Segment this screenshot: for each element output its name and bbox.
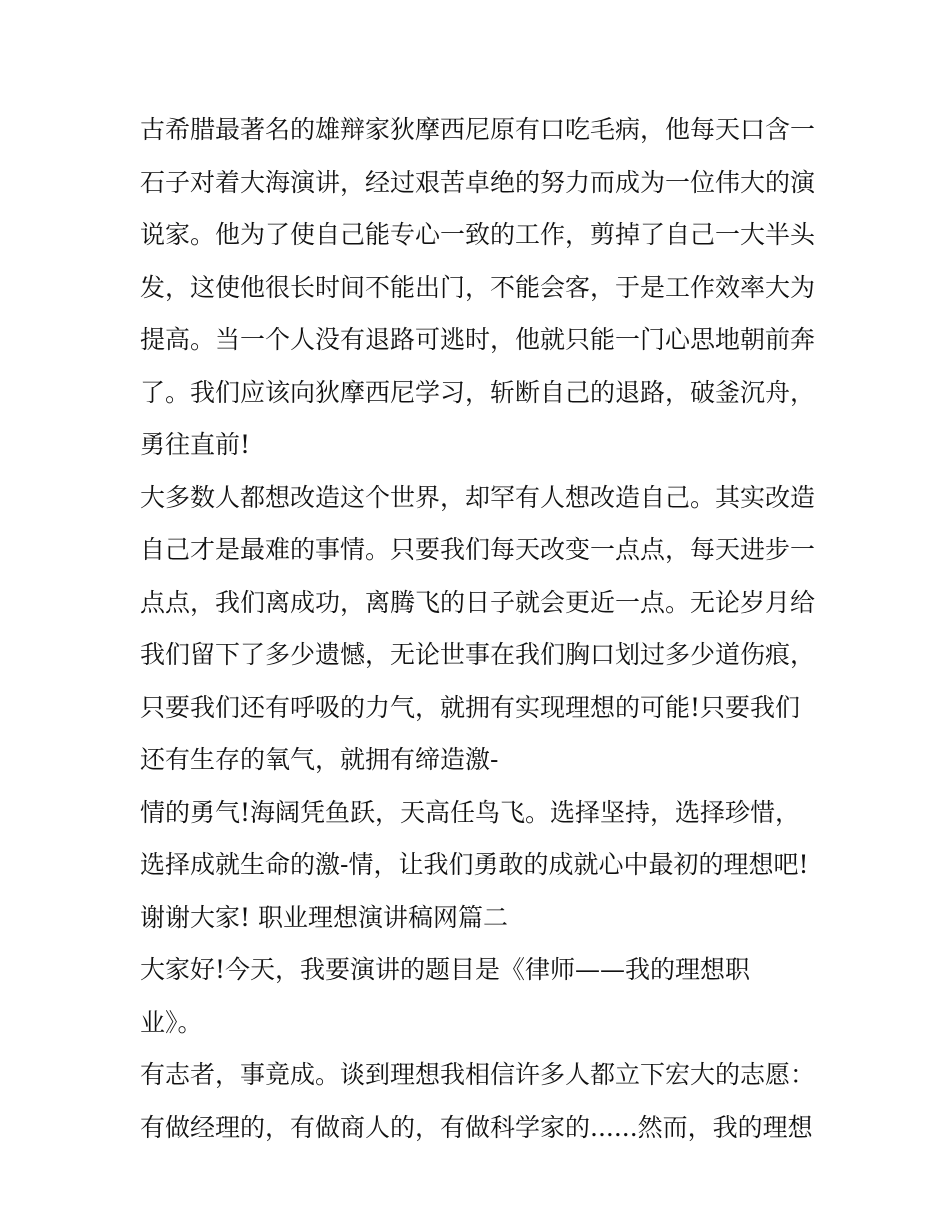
text-line: 发，这使他很长时间不能出门，不能会客，于是工作效率大为 <box>140 272 816 302</box>
text-line: 还有生存的氧气，就拥有缔造激- <box>140 745 499 774</box>
text-line: 勇往直前! <box>140 430 251 459</box>
text-line: 大多数人都想改造这个世界，却罕有人想改造自己。其实改造 <box>140 482 816 512</box>
text-line: 选择成就生命的激-情，让我们勇敢的成就心中最初的理想吧! <box>140 850 809 879</box>
text-line: 了。我们应该向狄摩西尼学习，斩断自己的退路，破釜沉舟， <box>140 377 816 407</box>
text-line: 业》。 <box>140 1007 203 1037</box>
text-line: 自己才是最难的事情。只要我们每天改变一点点，每天进步一 <box>140 535 816 564</box>
text-line: 情的勇气!海阔凭鱼跃，天高任鸟飞。选择坚持，选择珍惜， <box>140 797 801 827</box>
text-line: 提高。当一个人没有退路可逃时，他就只能一门心思地朝前奔 <box>140 325 816 354</box>
text-line: 我们留下了多少遗憾，无论世事在我们胸口划过多少道伤痕， <box>140 640 816 669</box>
text-line: 有志者，事竟成。谈到理想我相信许多人都立下宏大的志愿： <box>140 1060 816 1089</box>
text-line: 点点，我们离成功，离腾飞的日子就会更近一点。无论岁月给 <box>140 587 816 617</box>
text-line: 大家好!今天，我要演讲的题目是《律师——我的理想职 <box>140 955 751 984</box>
text-line: 石子对着大海演讲，经过艰苦卓绝的努力而成为一位伟大的演 <box>140 167 816 197</box>
body-text <box>140 104 830 1154</box>
text-line: 说家。他为了使自己能专心一致的工作，剪掉了自己一大半头 <box>140 220 816 249</box>
section-heading: 谢谢大家! 职业理想演讲稿网篇二 <box>140 902 508 932</box>
text-line: 古希腊最著名的雄辩家狄摩西尼原有口吃毛病，他每天口含一 <box>140 115 816 144</box>
text-line: 只要我们还有呼吸的力气，就拥有实现理想的可能!只要我们 <box>140 692 801 722</box>
text-line: 有做经理的，有做商人的，有做科学家的......然而，我的理想 <box>140 1112 813 1142</box>
